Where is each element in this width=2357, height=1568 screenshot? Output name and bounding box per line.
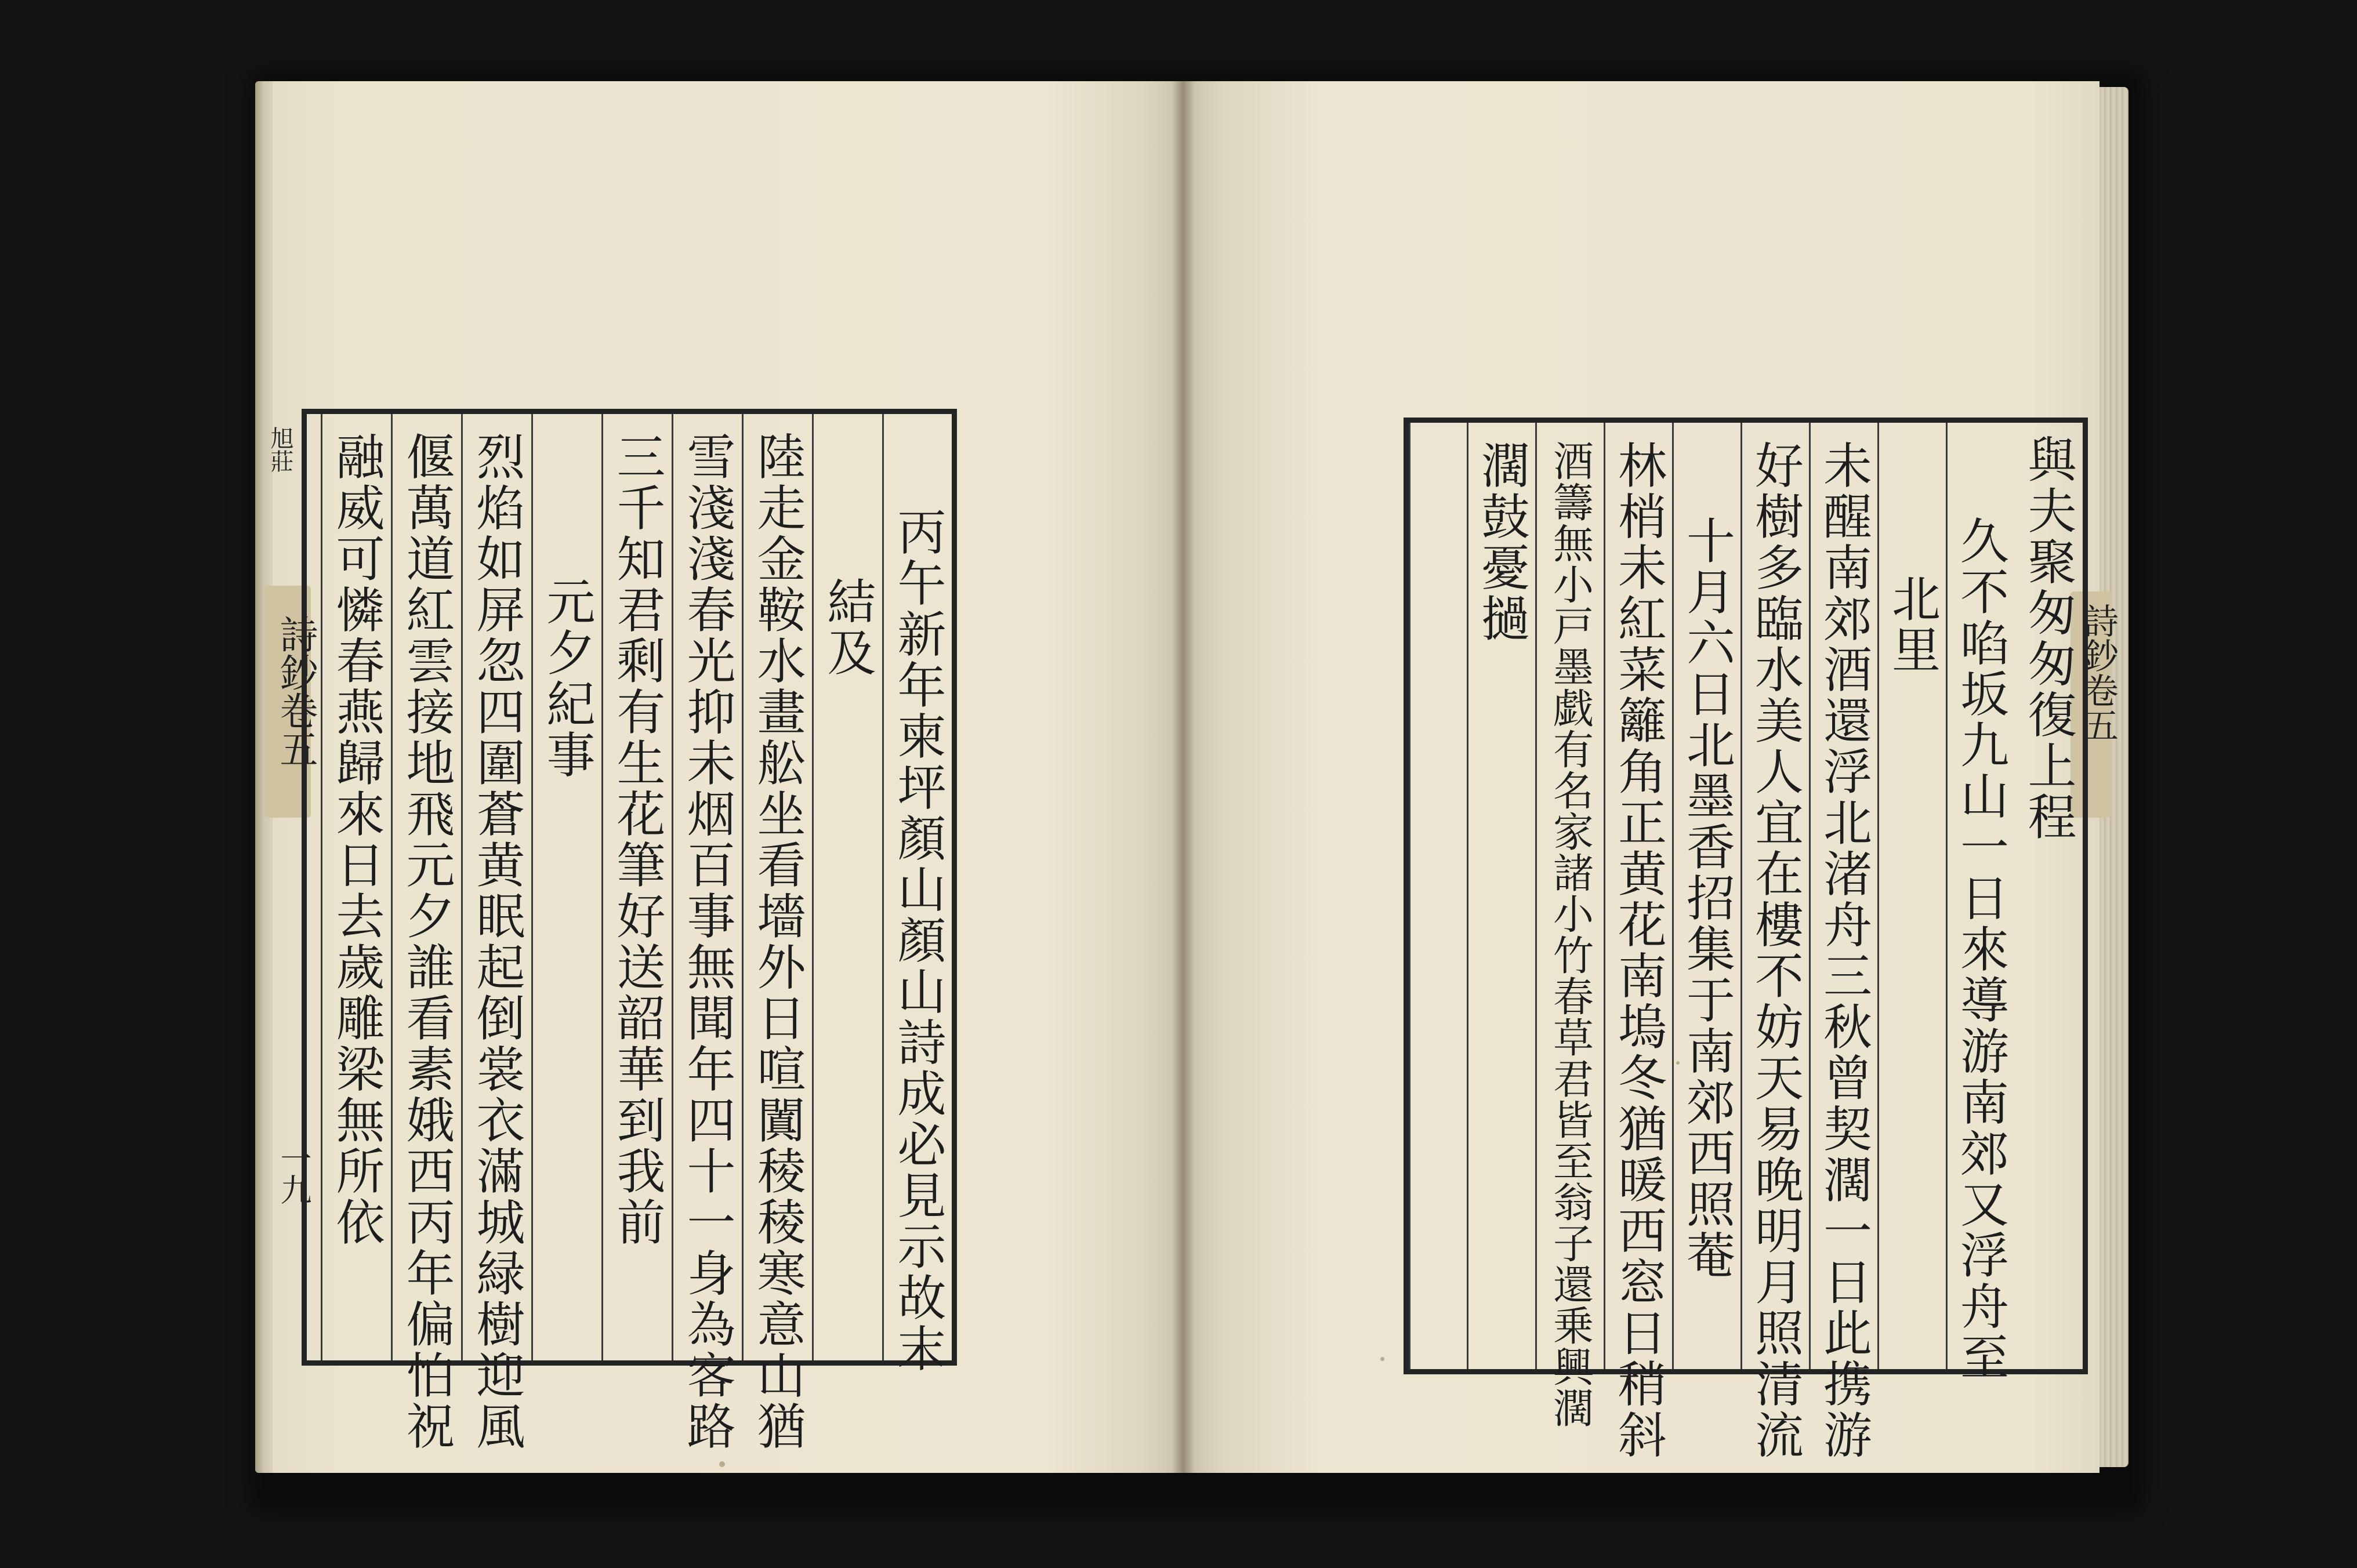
paper-speck (719, 1461, 725, 1467)
text-column-6 (1672, 423, 1740, 1369)
right-text-frame (1404, 418, 2088, 1461)
left-page-number: 一九 (275, 1142, 312, 1205)
left-margin-title: 詩鈔卷五 (273, 615, 318, 768)
text-column-1 (882, 414, 952, 1374)
column-text: 偃萬道紅雲接地飛元夕誰看素娥西丙年偏怕祝 (398, 431, 455, 1452)
text-column-9 (321, 414, 391, 1360)
text-column-8 (391, 414, 461, 1452)
column-text: 濶鼓憂撾 (1473, 440, 1531, 644)
column-text: 久不啗坂九山一日來導游南郊又浮舟至 (1952, 516, 2010, 1383)
text-column-5 (601, 414, 672, 1360)
text-column-4 (672, 414, 742, 1452)
text-column-2 (1946, 423, 2014, 1383)
column-text: 陸走金鞍水畫舩坐看墻外日喧闐稜稜寒意山猶 (749, 431, 806, 1452)
text-column-5 (1740, 423, 1809, 1461)
column-text: 元夕紀事 (539, 576, 596, 781)
right-margin-title: 詩鈔卷五 (2078, 603, 2119, 742)
book-gutter (1172, 81, 1195, 1473)
text-column-7 (461, 414, 531, 1452)
column-text: 結及 (819, 576, 876, 678)
column-text: 三千知君剩有生花筆好送韶華到我前 (609, 431, 666, 1248)
text-column-2 (812, 414, 882, 1360)
column-text: 與夫聚匆匆復上程 (2020, 434, 2077, 843)
column-text: 烈焰如屏忽四圍蒼黄眠起倒裳衣滿城緑樹迎風 (469, 431, 525, 1452)
column-text: 十月六日北墨香招集于南郊西照菴 (1678, 516, 1736, 1281)
text-column-3 (742, 414, 812, 1452)
column-text: 未醒南郊酒還浮北渚舟三秋曾契濶一日此携游 (1815, 440, 1873, 1461)
left-text-frame (302, 409, 957, 1452)
text-column-7 (1604, 423, 1672, 1461)
column-text: 好樹多臨水美人宜在樓不妨天易晚明月照清流 (1747, 440, 1804, 1461)
paper-speck (1380, 1357, 1384, 1361)
column-text: 丙午新年柬坪顏山顏山詩成必見示故末 (890, 507, 947, 1374)
column-text: 林梢未紅菜籬角正黄花南塢冬猶暖西窓日稍斜 (1610, 440, 1667, 1461)
column-text: 酒籌無小戸墨戯有名家諸小竹春草君皆至翁子還乗興濶 (1546, 440, 1594, 1428)
text-column-9 (1467, 423, 1535, 1369)
column-text: 北里 (1884, 574, 1941, 676)
text-column-6 (531, 414, 601, 1360)
column-text: 雪淺淺春光抑未烟百事無聞年四十一身為客路 (679, 431, 736, 1452)
text-column-empty (1409, 423, 1467, 1369)
text-column-3 (1877, 423, 1946, 1369)
text-column-4 (1809, 423, 1877, 1461)
text-column-1 (2014, 423, 2083, 1369)
column-text: 融威可憐春燕歸來日去歲雕梁無所依 (328, 431, 385, 1248)
text-column-8 (1535, 423, 1604, 1428)
left-margin-top-label: 旭莊 (267, 426, 293, 473)
